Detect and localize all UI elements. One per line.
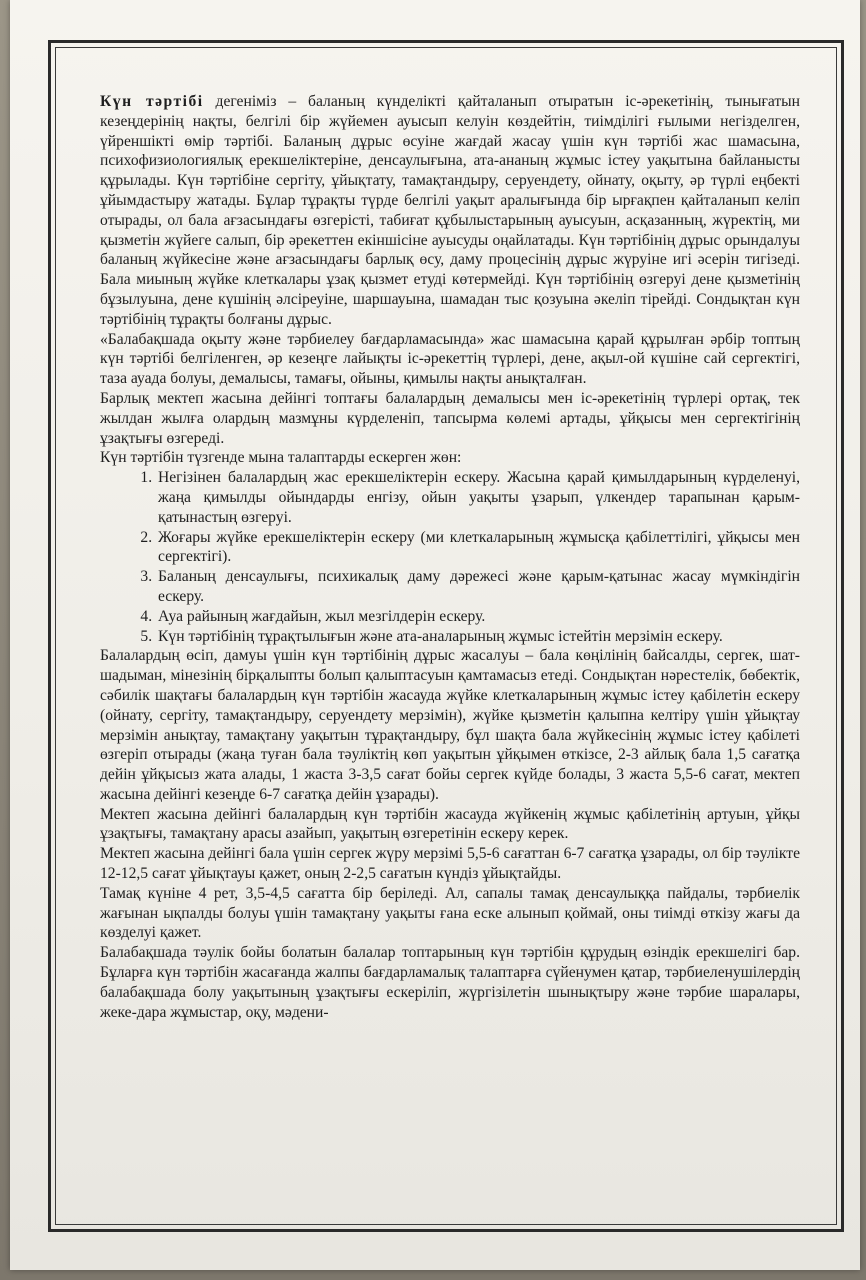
term-heading: Күн тәртібі [100, 93, 204, 110]
list-item: 2. Жоғары жүйке ерекшеліктерін ескеру (ми клеткаларының жұмысқа қабілеттілігі, ұйқысы мен сергектігі). [156, 528, 800, 568]
requirements-list [100, 468, 800, 646]
intro-text: дегеніміз – баланың күнделікті қайталанып отыратын іс-әрекетінің, тынығатын кезеңдерінің нақты, белгілі бір жүйемен ауысып келуін көздейтін, тиімділігі ғылыми негізделген, үйреншікті өмір тәртібі. Баланың дұрыс өсуіне жағдай жасау үшін күн тәртібі жас шамасына, психофизиологиялық ерекшеліктеріне, денсаулығына, ата-ананың жұмыс істеу уақытына байланысты құрылады. Күн тәртібіне сергіту, ұйықтату, тамақтандыру, серуендету, ойнату, оқыту, әр түрлі еңбекті ұйымдастыру жатады. Бұлар тұрақты түрде белгілі уақыт аралығында бір ырғақпен қайталанып келіп отырады, ол бала ағзасындағы өзгерісті, табиғат құбылыстарының ауысуын, асқазанның, жүректің, ми қызметін жүйеге салып, бір әрекеттен екіншісіне ауысуды оңайлатады. Күн тәртібінің дұрыс орындалуы баланың жүйкесіне және ағзасындағы барлық өсу, даму процесінің дұрыс жүруіне игі әсерін тигізеді. Бала миының жүйке клеткалары ұзақ қызмет етуді көтермейді. Күн тәртібінің өзгеруі дене қызметінің бұзылуына, дене күшінің әлсіреуіне, шаршауына, шамадан тыс қозуына әкеліп тірейді. Сондықтан күн тәртібінің тұрақты болғаны дұрыс. [100, 93, 800, 328]
document-body [100, 92, 800, 1022]
paragraph-groups: Барлық мектеп жасына дейінгі топтағы балалардың демалысы мен іс-әрекетінің түрлері ортақ, тек жылдан жылға олардың мазмұны күрделеніп, тапсырма көлемі артады, ұйқысы мен сергектігінің ұзақтығы өзгереді. [100, 389, 800, 447]
paragraph-requirements-intro: Күн тәртібін түзгенде мына талаптарды ескерген жөн: [100, 449, 462, 467]
paragraph-preschool-routine: Мектеп жасына дейінгі балалардың күн тәртібін жасауда жүйкенің жұмыс қабілетінің артуын, ұйқы ұзақтығы, тамақтану арасы азайып, уақытың өзгеретінін ескеру керек. [100, 805, 800, 843]
intro-paragraph [100, 92, 800, 330]
list-item: 3. Баланың денсаулығы, психикалық даму дәрежесі және қарым-қатынас жасау мүмкіндігін ескеру. [156, 567, 800, 607]
paragraph-24h-groups: Балабақшада тәулік бойы болатын балалар топтарының күн тәртібін құрудың өзіндік ерекшелігі бар. Бұларға күн тәртібін жасағанда жалпы бағдарламалық талаптарға сүйенумен қатар, тәрбиеленушілердің балабақшада болу уақытының ұзақтығы ескеріліп, жүргізілетін шынықтыру және тәрбие шаралары, жеке-дара жұмыстар, оқу, мәдени- [100, 944, 800, 1021]
paragraph-sleep: Мектеп жасына дейінгі бала үшін сергек жүру мерзімі 5,5-6 сағаттан 6-7 сағатқа ұзарады, ол бір тәулікте 12-12,5 сағат ұйықтауы қажет, оның 2-2,5 сағатын күндіз ұйықтайды. [100, 845, 800, 883]
list-item: 4. Ауа райының жағдайын, жыл мезгілдерін ескеру. [156, 607, 800, 627]
paragraph-program: «Балабақшада оқыту және тәрбиелеу бағдарламасында» жас шамасына қарай құрылған әрбір топтың күн тәртібі белгіленген, әр кезеңге лайықты іс-әрекеттің түрлері, дене, ақыл-ой күшіне сай сергектігі, таза ауада болуы, демалысы, тамағы, ойыны, қимылы нақты анықталған. [100, 330, 800, 388]
list-item: 1. Негізінен балалардың жас ерекшеліктерін ескеру. Жасына қарай қимылдарының күрделенуі, жаңа қимылды ойындарды енгізу, ойын уақыты ұзарып, үлкендер тарапынан қарым-қатынастың өзгеруі. [156, 468, 800, 527]
paragraph-meals: Тамақ күніне 4 рет, 3,5-4,5 сағатта бір беріледі. Ал, сапалы тамақ денсаулыққа пайдалы, тәрбиелік жағынан ықпалды болуы үшін тамақтану уақыты ғана еске алынып қоймай, оны тиімді өткізу жағы да көзделуі қажет. [100, 884, 800, 942]
paragraph-development: Балалардың өсіп, дамуы үшін күн тәртібінің дұрыс жасалуы – бала көңілінің байсалды, сергек, шат-шадыман, мінезінің бірқалыпты болып қалыптасуын қамтамасыз етеді. Сондықтан нәрестелік, бөбектік, сәбилік шақтағы балалардың күн тәртібін жасауда жүйке клеткаларының жұмыс істеу қабілетін ескеру (ойнату, сергіту, тамақтандыру, серуендету мерзімін), жүйке қызметін қалыпна келтіру үшін ұйықтау мерзімін анықтау, тамақтану уақытын тұрақтандыру, бұл шақта бала жүйкесінің жұмыс істеу қабілеті өзгеріп отырады (жаңа туған бала тәуліктің көп уақытын ұйқымен өткізсе, 2-3 айлық бала 1,5 сағатқа дейін ұйқысыз жата алады, 1 жаста 3-3,5 сағат бойы сергек күйде болады, 3 жаста 5,5-6 сағат, мектеп жасына дейінгі кезеңде 6-7 сағатқа дейін ұзарады). [100, 647, 800, 803]
list-item: 5. Күн тәртібінің тұрақтылығын және ата-аналарының жұмыс істейтін мерзімін ескеру. [156, 627, 800, 647]
